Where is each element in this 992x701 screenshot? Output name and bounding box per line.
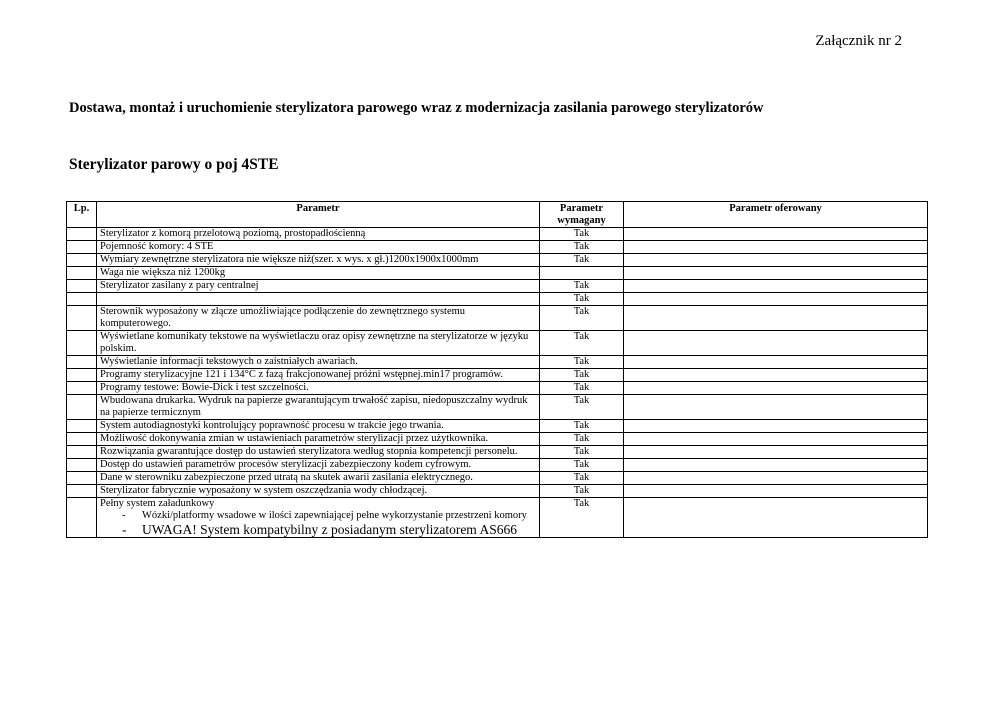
cell-offered xyxy=(624,331,928,356)
cell-param: Waga nie większa niż 1200kg xyxy=(97,267,540,280)
table-row xyxy=(67,293,928,306)
cell-lp xyxy=(67,280,97,293)
table-header-row xyxy=(67,202,928,228)
cell-required: Tak xyxy=(540,241,624,254)
column-header-param: Parametr xyxy=(97,202,540,228)
sub-item: - Wózki/platformy wsadowe w ilości zapewniającej pełne wykorzystanie przestrzeni komory xyxy=(122,510,536,522)
cell-required: Tak xyxy=(540,459,624,472)
cell-required: Tak xyxy=(540,498,624,538)
cell-lp xyxy=(67,446,97,459)
table-row xyxy=(67,356,928,369)
cell-param: Wyświetlanie informacji tekstowych o zaistniałych awariach. xyxy=(97,356,540,369)
table-row xyxy=(67,228,928,241)
cell-param: Wyświetlane komunikaty tekstowe na wyświetlaczu oraz opisy zewnętrzne na sterylizatorze w języku polskim. xyxy=(97,331,540,356)
cell-param: Rozwiązania gwarantujące dostęp do ustawień sterylizatora według stopnia kompetencji personelu. xyxy=(97,446,540,459)
table-row xyxy=(67,433,928,446)
cell-param: Programy testowe: Bowie-Dick i test szczelności. xyxy=(97,382,540,395)
cell-param: Sterylizator z komorą przelotową poziomą, prostopadłościenną xyxy=(97,228,540,241)
cell-lp xyxy=(67,433,97,446)
cell-param: System autodiagnostyki kontrolujący poprawność procesu w trakcie jego trwania. xyxy=(97,420,540,433)
cell-offered xyxy=(624,293,928,306)
cell-required: Tak xyxy=(540,420,624,433)
spec-table-body xyxy=(67,228,928,538)
param-text: Pełny system załadunkowy xyxy=(100,498,215,509)
document-title: Dostawa, montaż i uruchomienie sterylizatora parowego wraz z modernizacja zasilania parowego sterylizatorów xyxy=(69,100,764,116)
table-row xyxy=(67,420,928,433)
column-header-offered: Parametr oferowany xyxy=(624,202,928,228)
cell-param: Wbudowana drukarka. Wydruk na papierze gwarantującym trwałość zapisu, niedopuszczalny wydruk na papierze termicznym xyxy=(97,395,540,420)
cell-required: Tak xyxy=(540,382,624,395)
table-row xyxy=(67,382,928,395)
cell-param: Sterownik wyposażony w złącze umożliwiające podłączenie do zewnętrznego systemu komputerowego. xyxy=(97,306,540,331)
sub-item-warning: - UWAGA! System kompatybilny z posiadanym sterylizatorem AS666 xyxy=(122,522,536,537)
cell-lp xyxy=(67,356,97,369)
cell-offered xyxy=(624,267,928,280)
cell-offered xyxy=(624,485,928,498)
cell-lp xyxy=(67,369,97,382)
cell-lp xyxy=(67,485,97,498)
section-title: Sterylizator parowy o poj 4STE xyxy=(69,156,279,173)
cell-param: Dane w sterowniku zabezpieczone przed utratą na skutek awarii zasilania elektrycznego. xyxy=(97,472,540,485)
table-row xyxy=(67,446,928,459)
cell-required: Tak xyxy=(540,472,624,485)
table-row xyxy=(67,369,928,382)
cell-offered xyxy=(624,498,928,538)
cell-required: Tak xyxy=(540,395,624,420)
cell-lp xyxy=(67,420,97,433)
table-row xyxy=(67,331,928,356)
cell-required: Tak xyxy=(540,433,624,446)
cell-offered xyxy=(624,254,928,267)
cell-required: Tak xyxy=(540,228,624,241)
cell-required: Tak xyxy=(540,331,624,356)
cell-required: Tak xyxy=(540,485,624,498)
column-header-required: Parametr wymagany xyxy=(540,202,624,228)
cell-lp xyxy=(67,228,97,241)
spec-table xyxy=(66,201,928,538)
cell-lp xyxy=(67,382,97,395)
attachment-label: Załącznik nr 2 xyxy=(815,33,902,49)
cell-required: Tak xyxy=(540,306,624,331)
cell-param: Programy sterylizacyjne 121 i 134°C z fazą frakcjonowanej próżni wstępnej.min17 programów. xyxy=(97,369,540,382)
table-row xyxy=(67,498,928,538)
column-header-lp: Lp. xyxy=(67,202,97,228)
table-row xyxy=(67,472,928,485)
cell-offered xyxy=(624,382,928,395)
cell-required: Tak xyxy=(540,356,624,369)
table-row xyxy=(67,254,928,267)
cell-param: Sterylizator fabrycznie wyposażony w system oszczędzania wody chłodzącej. xyxy=(97,485,540,498)
cell-param xyxy=(97,498,540,538)
cell-lp xyxy=(67,306,97,331)
cell-offered xyxy=(624,280,928,293)
cell-lp xyxy=(67,459,97,472)
cell-offered xyxy=(624,369,928,382)
cell-lp xyxy=(67,267,97,280)
cell-required: Tak xyxy=(540,293,624,306)
cell-lp xyxy=(67,395,97,420)
table-row xyxy=(67,395,928,420)
cell-param: Wymiary zewnętrzne sterylizatora nie większe niż(szer. x wys. x gł.)1200x1900x1000mm xyxy=(97,254,540,267)
cell-offered xyxy=(624,306,928,331)
cell-required: Tak xyxy=(540,369,624,382)
cell-offered xyxy=(624,420,928,433)
cell-lp xyxy=(67,498,97,538)
cell-offered xyxy=(624,241,928,254)
table-row xyxy=(67,280,928,293)
cell-required xyxy=(540,267,624,280)
cell-required: Tak xyxy=(540,254,624,267)
cell-offered xyxy=(624,356,928,369)
cell-offered xyxy=(624,472,928,485)
sub-item-list xyxy=(100,510,536,537)
cell-param: Pojemność komory: 4 STE xyxy=(97,241,540,254)
cell-required: Tak xyxy=(540,446,624,459)
cell-param: Sterylizator zasilany z pary centralnej xyxy=(97,280,540,293)
cell-lp xyxy=(67,241,97,254)
cell-offered xyxy=(624,395,928,420)
cell-offered xyxy=(624,459,928,472)
cell-lp xyxy=(67,293,97,306)
cell-offered xyxy=(624,228,928,241)
table-row xyxy=(67,459,928,472)
table-row xyxy=(67,485,928,498)
cell-required: Tak xyxy=(540,280,624,293)
cell-offered xyxy=(624,433,928,446)
cell-offered xyxy=(624,446,928,459)
cell-lp xyxy=(67,472,97,485)
table-row xyxy=(67,267,928,280)
cell-param xyxy=(97,293,540,306)
table-row xyxy=(67,306,928,331)
cell-param: Dostęp do ustawień parametrów procesów sterylizacji zabezpieczony kodem cyfrowym. xyxy=(97,459,540,472)
cell-lp xyxy=(67,331,97,356)
cell-lp xyxy=(67,254,97,267)
table-row xyxy=(67,241,928,254)
cell-param: Możliwość dokonywania zmian w ustawieniach parametrów sterylizacji przez użytkownika. xyxy=(97,433,540,446)
